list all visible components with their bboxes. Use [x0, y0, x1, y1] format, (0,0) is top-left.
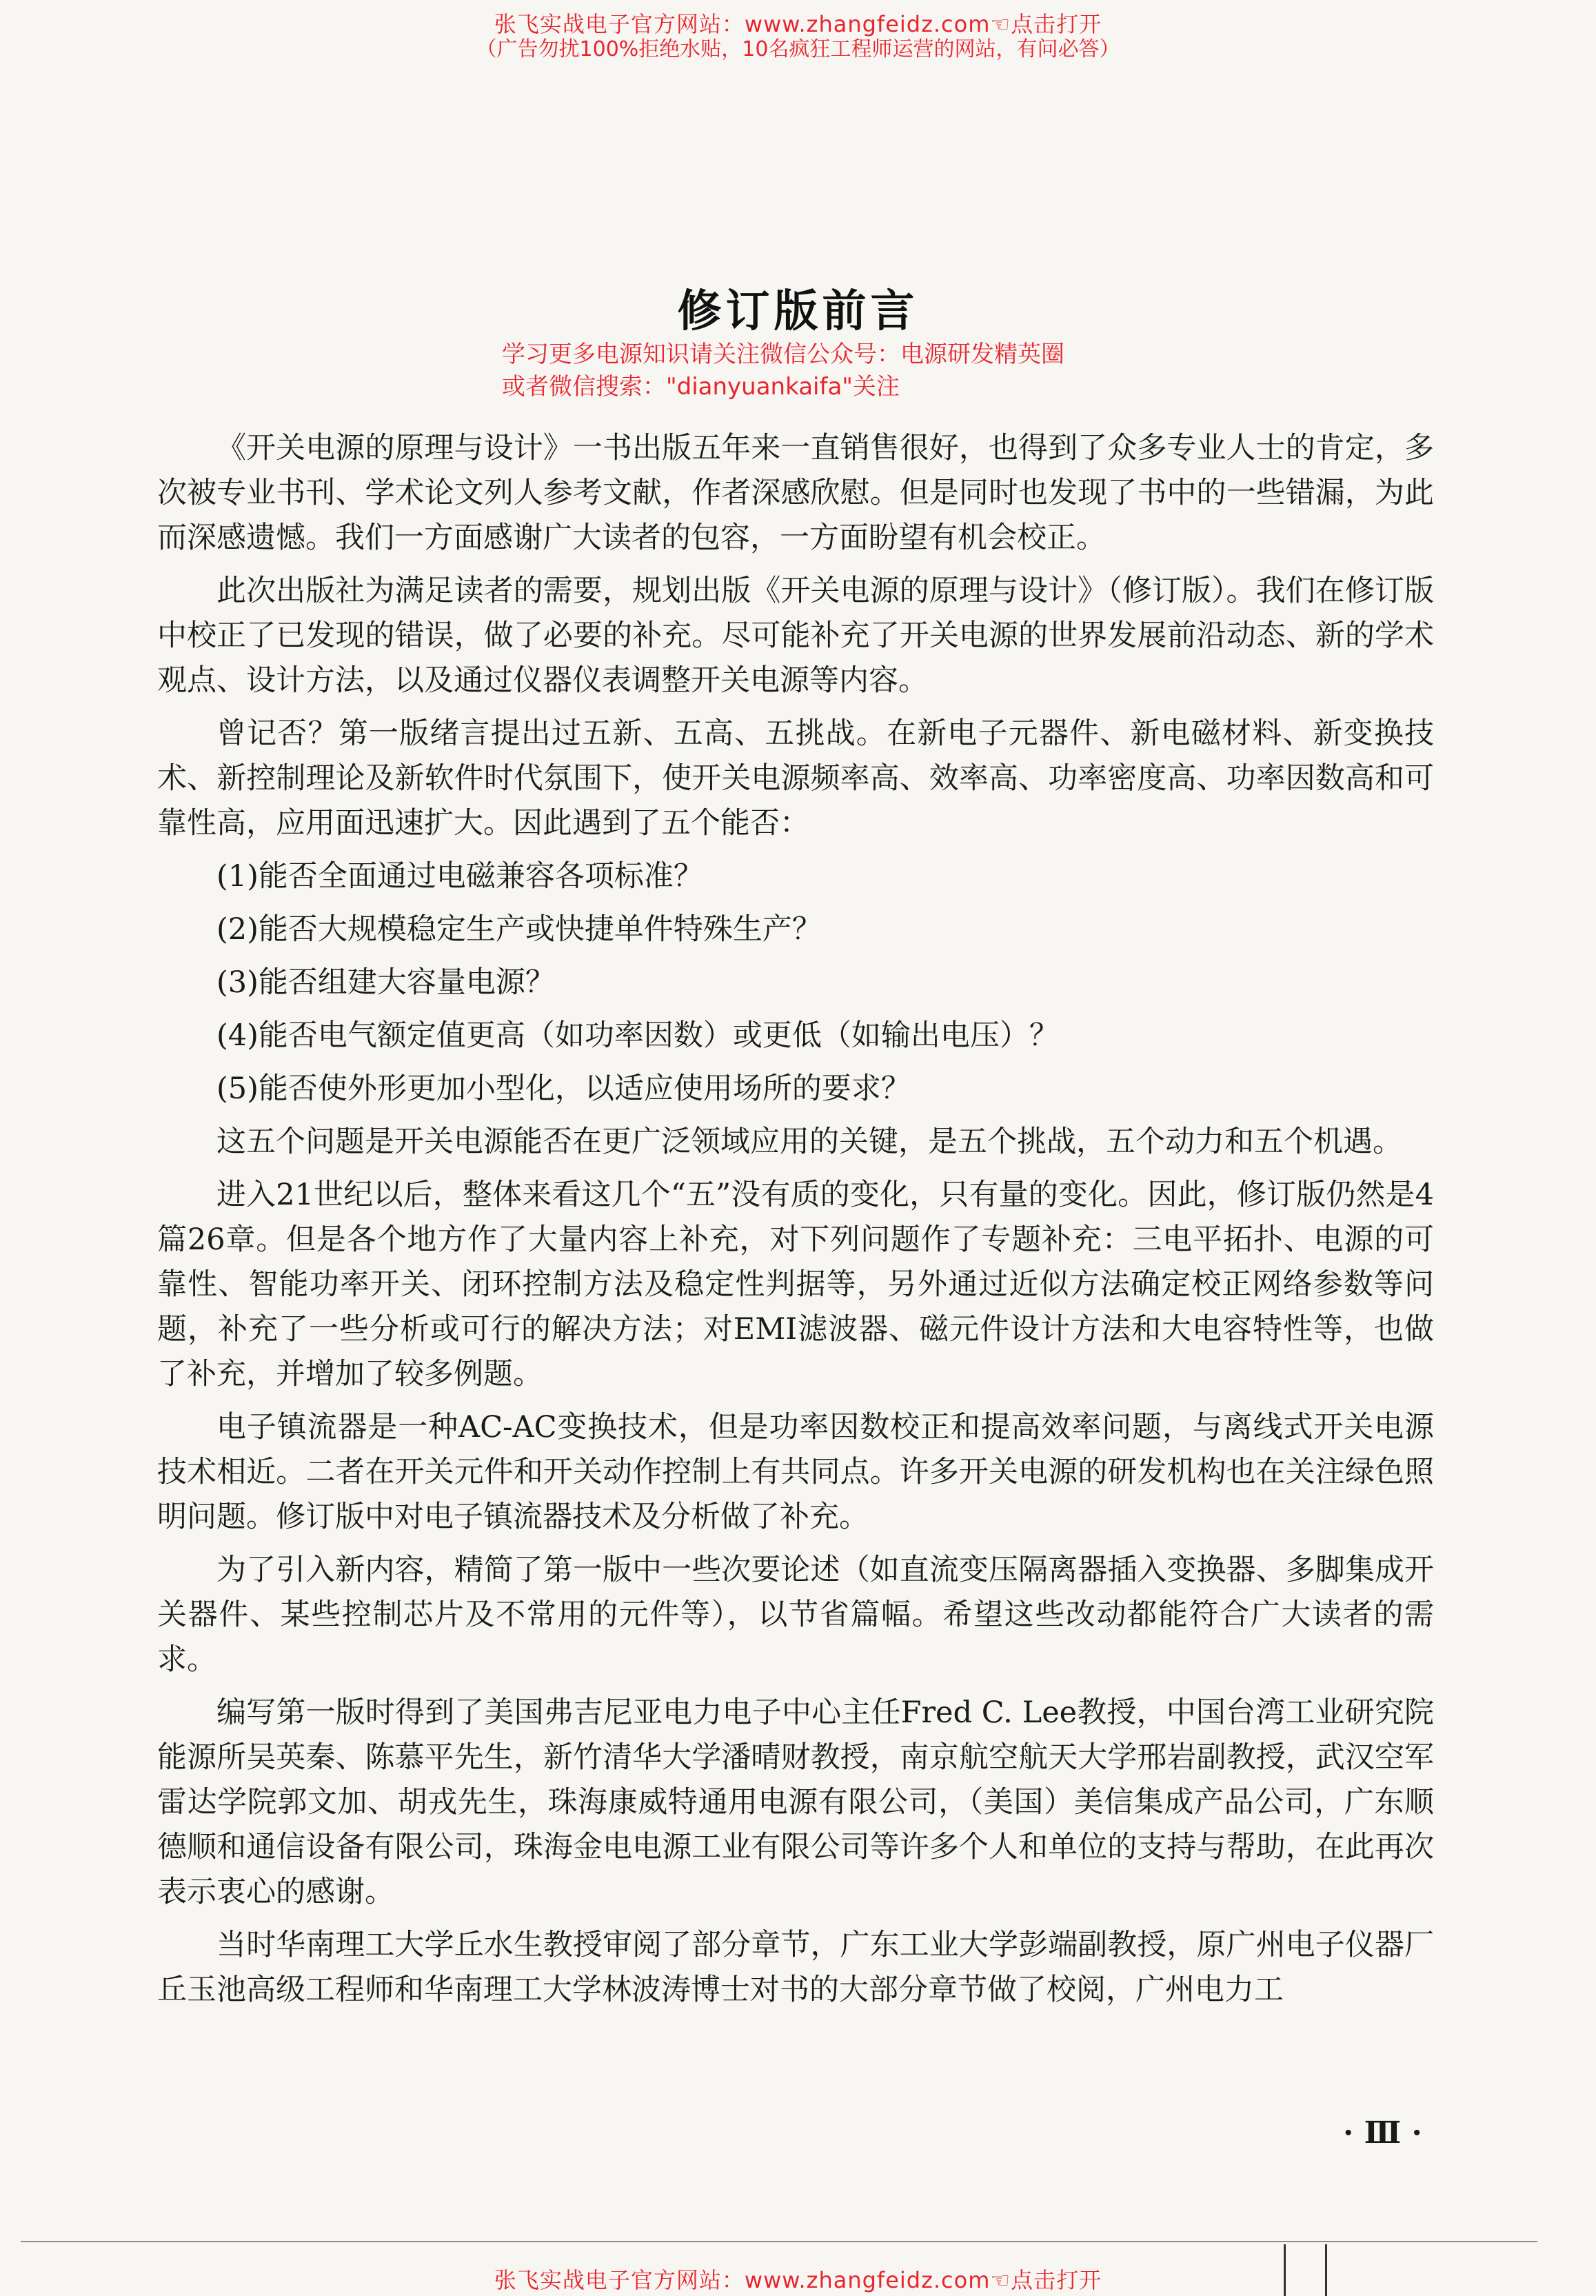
paragraph: 当时华南理工大学丘水生教授审阅了部分章节，广东工业大学彭端副教授，原广州电子仪器厂丘玉池高级工程师和华南理工大学林波涛博士对书的大部分章节做了校阅，广州电力工 — [157, 1928, 1434, 2007]
paragraph: 曾记否？第一版绪言提出过五新、五高、五挑战。在新电子元器件、新电磁材料、新变换技术、新控制理论及新软件时代氛围下，使开关电源频率高、效率高、功率密度高、功率因数高和可靠性高，应用面迅速扩大。因此遇到了五个能否： — [157, 716, 1434, 840]
list-item: (4)能否电气额定值更高（如功率因数）或更低（如输出电压）？ — [216, 1018, 1059, 1053]
paragraph: 进入21世纪以后，整体来看这几个“五”没有质的变化，只有量的变化。因此，修订版仍然是4篇26章。但是各个地方作了大量内容上补充，对下列问题作了专题补充：三电平拓扑、电源的可靠性、智能功率开关、闭环控制方法及稳定性判据等，另外通过近似方法确定校正网络参数等问题，补充了一些分析或可行的解决方法；对EMI滤波器、磁元件设计方法和大电容特性等，也做了补充，并增加了较多例题。 — [157, 1178, 1434, 1391]
scan-edge-line — [21, 2241, 1537, 2242]
list-item: (1)能否全面通过电磁兼容各项标准？ — [216, 859, 703, 894]
paragraph: 此次出版社为满足读者的需要，规划出版《开关电源的原理与设计》（修订版）。我们在修订版中校正了已发现的错误，做了必要的补充。尽可能补充了开关电源的世界发展前沿动态、新的学术观点、设计方法，以及通过仪器仪表调整开关电源等内容。 — [157, 574, 1434, 698]
preface-body — [157, 426, 1434, 2021]
page-title: 修订版前言 — [677, 285, 919, 337]
watermark-top-line2: （广告勿扰100%拒绝水贴，10名疯狂工程师运营的网站，有问必答） — [476, 37, 1120, 61]
page-number: · Ⅲ · — [1343, 2115, 1422, 2151]
list-item: (5)能否使外形更加小型化，以适应使用场所的要求？ — [216, 1071, 911, 1106]
promo-line-1: 学习更多电源知识请关注微信公众号：电源研发精英圈 — [502, 341, 1064, 368]
watermark-bottom-line[interactable]: 张飞实战电子官方网站：www.zhangfeidz.com☜点击打开 — [494, 2267, 1102, 2293]
paragraph: 编写第一版时得到了美国弗吉尼亚电力电子中心主任Fred C. Lee教授，中国台湾工业研究院能源所吴英秦、陈慕平先生，新竹清华大学潘晴财教授，南京航空航天大学邢岩副教授，武汉空军雷达学院郭文加、胡戎先生，珠海康威特通用电源有限公司，（美国）美信集成产品公司，广东顺德顺和通信设备有限公司，珠海金电电源工业有限公司等许多个人和单位的支持与帮助，在此再次表示衷心的感谢。 — [157, 1695, 1434, 1909]
list-item: (2)能否大规模稳定生产或快捷单件特殊生产？ — [216, 912, 822, 947]
paragraph: 电子镇流器是一种AC-AC变换技术，但是功率因数校正和提高效率问题，与离线式开关电源技术相近。二者在开关元件和开关动作控制上有共同点。许多开关电源的研发机构也在关注绿色照明问题。修订版中对电子镇流器技术及分析做了补充。 — [157, 1410, 1434, 1534]
list-item: (3)能否组建大容量电源？ — [216, 965, 555, 1000]
paragraph: 为了引入新内容，精简了第一版中一些次要论述（如直流变压隔离器插入变换器、多脚集成开关器件、某些控制芯片及不常用的元件等），以节省篇幅。希望这些改动都能符合广大读者的需求。 — [157, 1553, 1434, 1677]
paragraph: 这五个问题是开关电源能否在更广泛领域应用的关键，是五个挑战，五个动力和五个机遇。 — [216, 1125, 1402, 1159]
paragraph: 《开关电源的原理与设计》一书出版五年来一直销售很好，也得到了众多专业人士的肯定，多次被专业书刊、学术论文列人参考文献，作者深感欣慰。但是同时也发现了书中的一些错漏，为此而深感遗憾。我们一方面感谢广大读者的包容，一方面盼望有机会校正。 — [157, 431, 1434, 555]
watermark-top-line1[interactable]: 张飞实战电子官方网站：www.zhangfeidz.com☜点击打开 — [494, 11, 1102, 37]
promo-line-2: 或者微信搜索："dianyuankaifa"关注 — [502, 373, 900, 401]
